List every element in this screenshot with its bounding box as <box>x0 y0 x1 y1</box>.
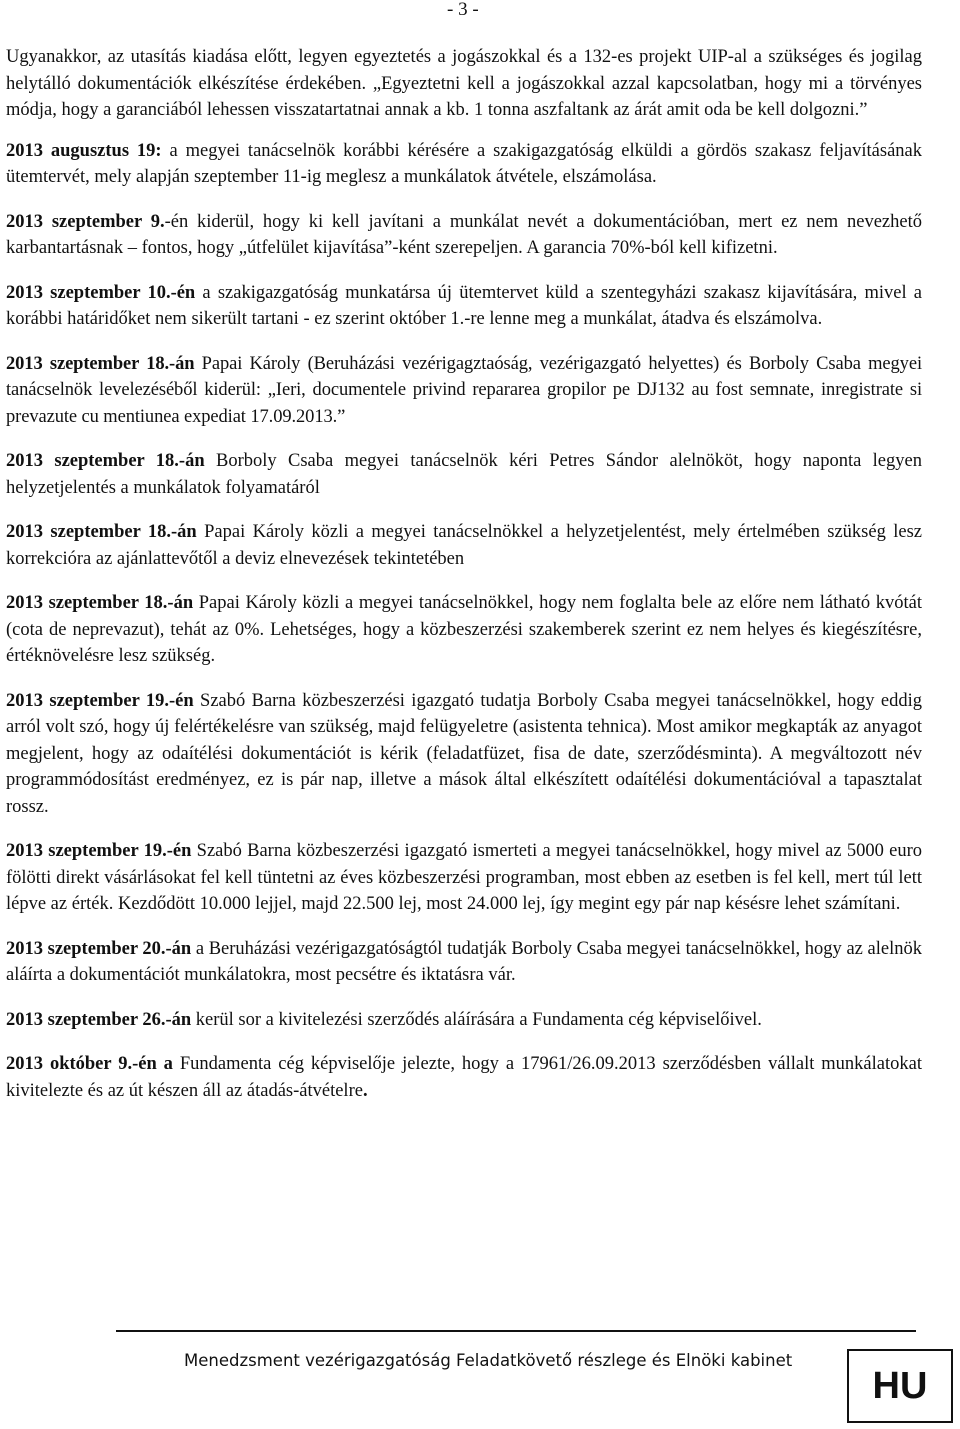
entry-date: 2013 szeptember 18.-án <box>6 522 197 542</box>
entry-date: 2013 szeptember 26.-án <box>6 1009 192 1030</box>
entry-text: Papai Károly (Beruházási vezérigagztaóság, vezérigazgató helyettes) és Borboly Csaba megyei tanácselnök levelezéséből kiderül: „Ieri, documentele privind repararea gropilor pe DJ132 au fost semnate, inregistrate si prevazute cu mentiunea expediat 17.09.2013.” <box>6 353 922 427</box>
footer-divider <box>116 1330 916 1332</box>
entry-text: a megyei tanácselnök korábbi kérésére a szakigazgatóság elküldi a gördös szakasz feljavításának ütemtervét, mely alapján szeptember 11-ig meglesz a munkálatok átvétele, elszámolása. <box>6 140 922 187</box>
paragraph-text: Ugyanakkor, az utasítás kiadása előtt, legyen egyeztetés a jogászokkal és a 132-es projekt UIP-al a szükséges és jogilag helytálló dokumentációk elkészítése érdekében. „Egyeztetni kell a jogászokkal azzal kapcsolatban, hogy mi a törvényes módja, hogy a garanciából lehessen visszatartatnai annak a kb. 1 tonna aszfaltank az árát amit oda be kell dolgozni.” <box>6 47 922 120</box>
entry-date: 2013 szeptember 18.-án <box>6 593 194 613</box>
entry-2013-09-19-a <box>6 688 922 821</box>
entry-2013-09-18-c <box>6 519 922 572</box>
paragraph-intro <box>6 44 922 124</box>
entry-date: 2013 szeptember 18.-án <box>6 353 195 374</box>
country-badge: HU <box>847 1349 953 1423</box>
entry-2013-08-19 <box>6 138 922 191</box>
entry-2013-09-26 <box>6 1007 922 1034</box>
entry-text: kerül sor a kivitelezési szerződés aláírására a Fundamenta cég képviselőivel. <box>191 1009 762 1030</box>
entry-2013-10-09 <box>6 1051 922 1104</box>
entry-text: Szabó Barna közbeszerzési igazgató ismerteti a megyei tanácselnökkel, hogy mivel az 5000 euro fölötti direkt vásárlásokat fel kell tüntetni az éves közbeszerzési programban, most ebben az esetben is fel kell, mert túl lett lépve az érték. Kezdődött 10.000 lejjel, majd 22.500 lej, most 24.000 lej, így megint egy pár nap késésre lehet számítani. <box>6 841 922 914</box>
entry-2013-09-09 <box>6 209 922 262</box>
entry-date: 2013 szeptember 10.-én <box>6 282 196 303</box>
entry-date: 2013 szeptember 18.-án <box>6 451 205 471</box>
entry-date: 2013 augusztus 19: <box>6 140 162 161</box>
entry-date: 2013 október 9.-én a <box>6 1054 173 1074</box>
entry-text: Papai Károly közli a megyei tanácselnökkel a helyzetjelentést, mely értelmében szükség lesz korrekcióra az ajánlattevőtől a deviz elnevezések tekintetében <box>6 522 922 569</box>
entry-text: Fundamenta cég képviselője jelezte, hogy a 17961/26.09.2013 szerződésben vállalt munkálatokat kivitelezte és az út készen áll az átadás-átvételre <box>6 1054 922 1101</box>
entry-2013-09-18-a <box>6 351 922 431</box>
entry-trailing-period: . <box>362 1080 368 1101</box>
entry-date: 2013 szeptember 19.-én <box>6 841 192 861</box>
entry-text: a Beruházási vezérigazgatóságtól tudatják Borboly Csaba megyei tanácselnökkel, hogy az alelnök aláírta a dokumentációt munkálatokra, most pecsétre és iktatásra vár. <box>6 938 922 985</box>
footer-department: Menedzsment vezérigazgatóság Feladatkövető részlege és Elnöki kabinet <box>184 1351 793 1370</box>
entry-2013-09-19-b <box>6 838 922 918</box>
entry-text: Szabó Barna közbeszerzési igazgató tudatja Borboly Csaba megyei tanácselnökkel, hogy eddig arról volt szó, hogy új felértékelésre van szükség, majd felügyeletre (asistenta tehnica). Most amikor megkapták az anyagot megjelent, hogy az odaítélési dokumentációt is kérik (feladatfüzet, fisa de date, szerződésminta). A megváltozott név programmódosítást eredményez, ez is pár nap, illetve a mások által elkészített odaítélési dokumentációval a tapasztalat rossz. <box>6 690 922 817</box>
document-body <box>6 44 922 1122</box>
entry-text: -én kiderül, hogy ki kell javítani a munkálat nevét a dokumentációban, mert ez nem nevezhető karbantartásnak – fontos, hogy „útfelület kijavítása”-ként szerepeljen. A garancia 70%-ból kell kifizetni. <box>6 211 922 258</box>
entry-text: Papai Károly közli a megyei tanácselnökkel, hogy nem foglalta bele az előre nem látható kvótát (cota de neprevazut), tehát az 0%. Lehetséges, hogy a közbeszerzési szakemberek szerint ez nem helyes és kiegészítésre, értéknövelésre lesz szükség. <box>6 593 922 666</box>
entry-2013-09-20 <box>6 936 922 989</box>
page-number: - 3 - <box>447 0 479 20</box>
entry-date: 2013 szeptember 20.-án <box>6 938 192 959</box>
entry-2013-09-18-d <box>6 590 922 670</box>
entry-2013-09-10 <box>6 280 922 333</box>
entry-text: Borboly Csaba megyei tanácselnök kéri Petres Sándor alelnököt, hogy naponta legyen helyzetjelentés a munkálatok folyamatáról <box>6 451 922 498</box>
entry-date: 2013 szeptember 19.-én <box>6 690 194 711</box>
entry-date: 2013 szeptember 9. <box>6 211 165 232</box>
entry-2013-09-18-b <box>6 448 922 501</box>
entry-text: a szakigazgatóság munkatársa új ütemtervet küld a szentegyházi szakasz kijavítására, mivel a korábbi határidőket nem sikerült tartani - ez szerint október 1.-re lenne meg a munkálat, átadva és elszámolva. <box>6 282 922 329</box>
